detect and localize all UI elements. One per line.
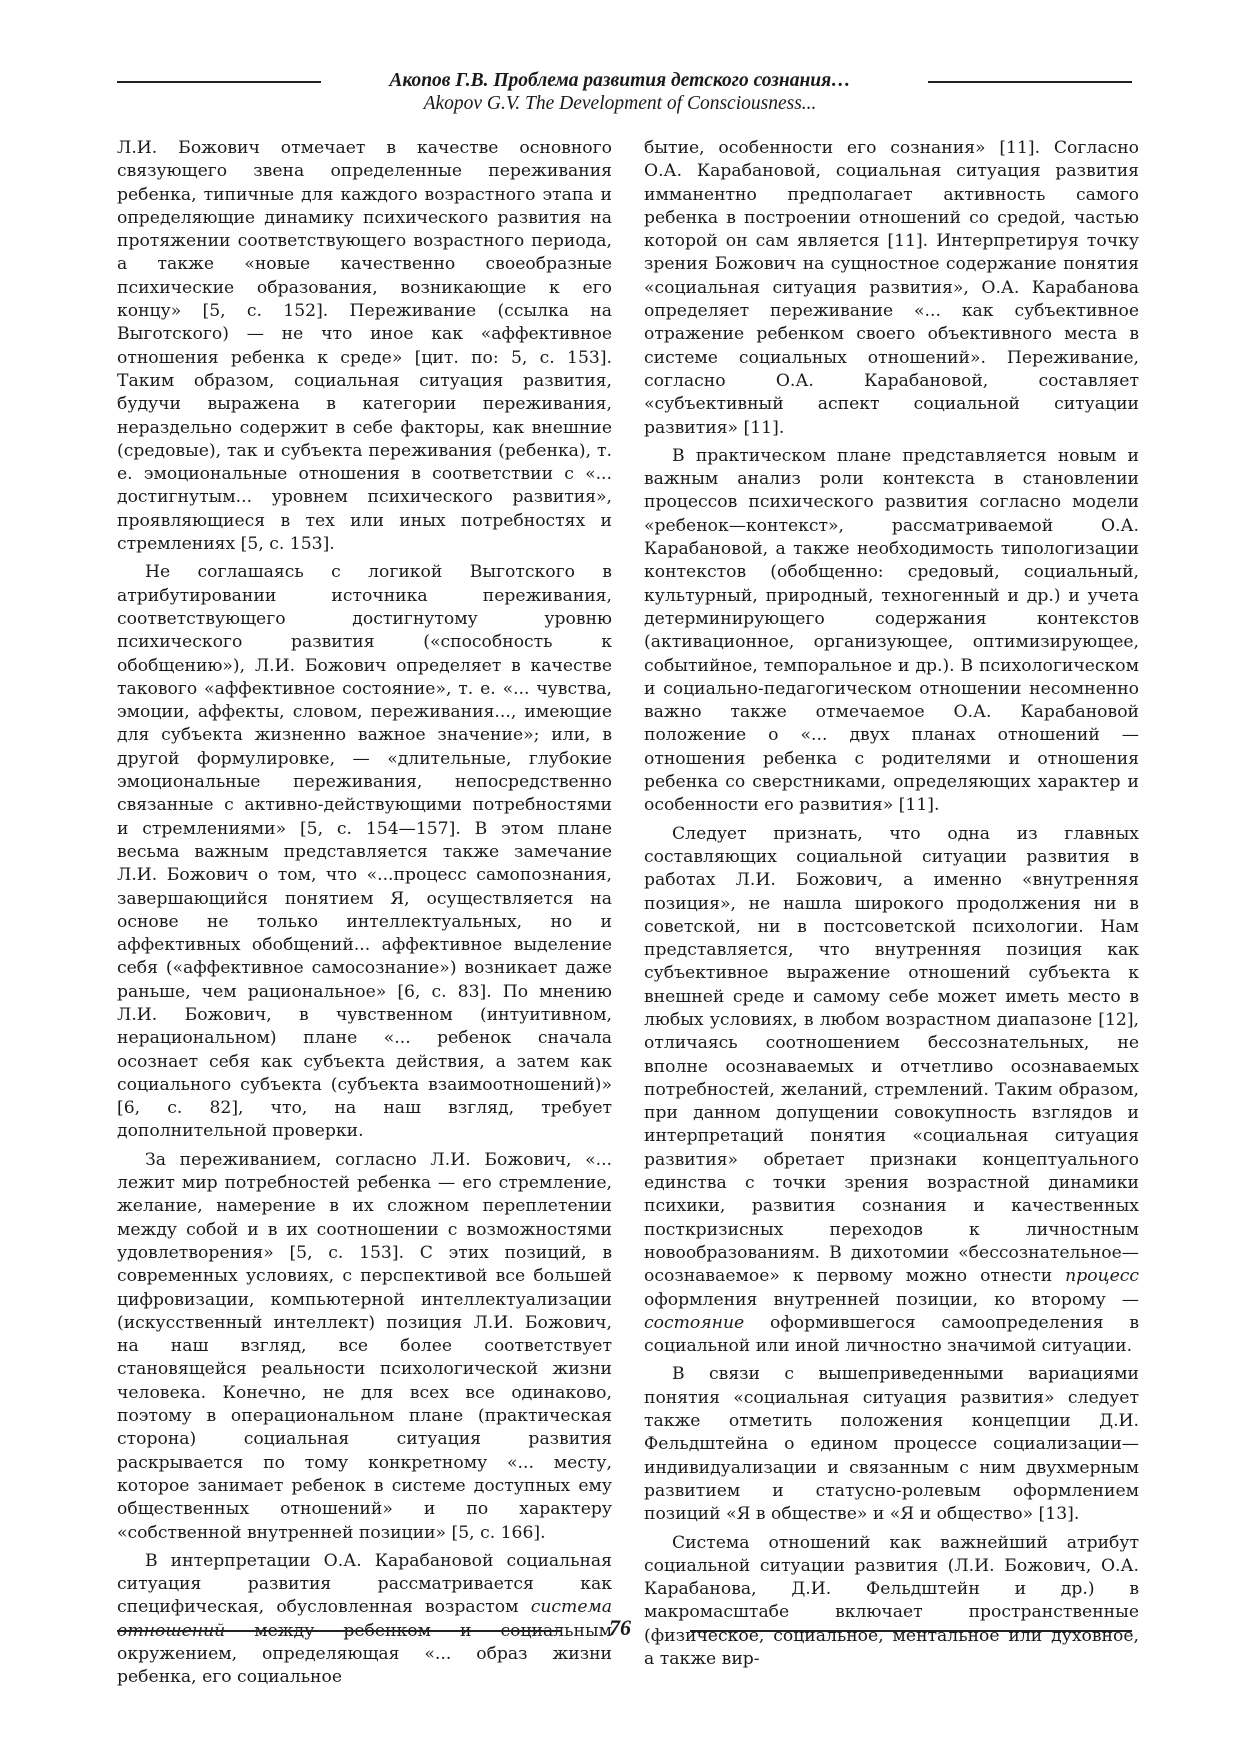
paragraph: За переживанием, согласно Л.И. Божович, «... лежит мир потребностей ребенка — его стремление, желание, намерение в их сложном переплетении между собой и в их соотношении с возможностями удовлетворения» [5, с. 153]. С этих позиций, в современных условиях, с перспективой все большей цифровизации, компьютерной интеллектуализации (искусственный интеллект) позиция Л.И. Божович, на наш взгляд, все более соответствует становящейся реальности психологической жизни человека. Конечно, не для всех все одинаково, поэтому в операциональном плане (практическая сторона) социальная ситуация развития раскрывается по тому конкретному «... месту, которое занимает ребенок в системе доступных ему общественных отношений» и по характеру «собственной внутренней позиции» [5, с. 166]. — [117, 1149, 612, 1543]
paragraph: бытие, особенности его сознания» [11]. Согласно О.А. Карабановой, социальная ситуация развития имманентно предполагает активность самого ребенка в построении отношений со средой, частью которой он сам является [11]. Интерпретируя точку зрения Божович на сущностное содержание понятия «социальная ситуация развития», О.А. Карабанова определяет переживание «... как субъективное отражение ребенком своего объективного места в системе социальных отношений». Переживание, согласно О.А. Карабановой, составляет «субъективный аспект социальной ситуации развития» [11]. — [644, 138, 1139, 438]
paragraph — [644, 823, 1139, 1359]
paragraph-text: оформившегося самоопределения в социальной или иной личностно значимой ситуации. — [644, 1312, 1139, 1357]
paragraph-text: оформления внутренней позиции, ко второму — — [644, 1289, 1139, 1310]
paragraph: В связи с вышеприведенными вариациями понятия «социальная ситуация развития» следует также отметить положения концепции Д.И. Фельдштейна о едином процессе социализации—индивидуализации и связанным с ним двухмерным развитием и статусно-ролевым оформлением позиций «Я в обществе» и «Я и общество» [13]. — [644, 1364, 1139, 1525]
paragraph-text: Следует признать, что одна из главных составляющих социальной ситуации развития в работах Л.И. Божович, а именно «внутренняя позиция», не нашла широкого продолжения ни в советской, ни в постсоветской психологии. Нам представляется, что внутренняя позиция как субъективное выражение отношений субъекта к внешней среде и самому себе может иметь место в любых условиях, в любом возрастном диапазоне [12], отличаясь соотношением бессознательных, не вполне осознаваемых и отчетливо осознаваемых потребностей, желаний, стремлений. Таким образом, при данном допущении совокупность взглядов и интерпретаций понятия «социальная ситуация развития» обретает признаки концептуального единства с точки зрения возрастной динамики психики, развития сознания и качественных посткризисных переходов к личностным новообразованиям. В дихотомии «бессознательное—осознаваемое» к первому можно отнести — [644, 823, 1139, 1287]
emphasized-term: система отношений — [117, 1597, 612, 1641]
emphasized-term: состояние — [644, 1312, 745, 1333]
page-number: 76 — [609, 1615, 631, 1640]
right-text-column — [644, 137, 1139, 1671]
paragraph: Л.И. Божович отмечает в качестве основного связующего звена определенные переживания ребенка, типичные для каждого возрастного этапа и определяющие динамику психического развития на протяжении соответствующего возрастного периода, а также «новые качественно своеобразные психические образования, возникающие к его концу» [5, с. 152]. Переживание (ссылка на Выготского) — не что иное как «аффективное отношения ребенка к среде» [цит. по: 5, с. 153]. Таким образом, социальная ситуация развития, будучи выражена в категории переживания, нераздельно содержит в себе факторы, как внешние (средовые), так и субъекта переживания (ребенка), т. е. эмоциональные отношения в соответствии с «... достигнутым... уровнем психического развития», проявляющиеся в тех или иных потребностях и стремлениях [5, с. 153]. — [117, 138, 612, 555]
paragraph: В практическом плане представляется новым и важным анализ роли контекста в становлении процессов психического развития согласно модели «ребенок—контекст», рассматриваемой О.А. Карабановой, а также необходимость типологизации контекстов (обобщенно: средовый, социальный, культурный, природный, техногенный и др.) и учета детерминирующего содержания контекстов (активационное, организующее, оптимизирующее, событийное, темпоральное и др.). В психологическом и социально-педагогическом отношении несомненно важно также отмечаемое О.А. Карабановой положение о «... двух планах отношений — отношения ребенка с родителями и отношения ребенка со сверстниками, определяющих характер и особенности его развития» [11]. — [644, 445, 1139, 816]
running-header-english: Akopov G.V. The Development of Consciousness... — [423, 93, 817, 114]
paragraph-text: В интерпретации О.А. Карабановой социальная ситуация развития рассматривается как специфическая, обусловленная возрастом — [117, 1550, 612, 1618]
emphasized-term: процесс — [1065, 1266, 1139, 1287]
left-text-column — [117, 137, 612, 1690]
paragraph: Не соглашаясь с логикой Выготского в атрибутировании источника переживания, соответствующего достигнутому уровню психического развития («способность к обобщению»), Л.И. Божович определяет в качестве такового «аффективное состояние», т. е. «... чувства, эмоции, аффекты, словом, переживания..., имеющие для субъекта жизненно важное значение»; или, в другой формулировке, — «длительные, глубокие эмоциональные переживания, непосредственно связанные с активно-действующими потребностями и стремлениями» [5, с. 154—157]. В этом плане весьма важным представляется также замечание Л.И. Божович о том, что «...процесс самопознания, завершающийся понятием Я, осуществляется на основе не только интеллектуальных, но и аффективных обобщений... аффективное выделение себя («аффективное самосознание») возникает даже раньше, чем рациональное» [6, с. 83]. По мнению Л.И. Божович, в чувственном (интуитивном, нерациональном) плане «... ребенок сначала осознает себя как субъекта действия, а затем как социального субъекта (субъекта взаимоотношений)» [6, с. 82], что, на наш взгляд, требует дополнительной проверки. — [117, 562, 612, 1142]
paragraph-text: между ребенком и социальным окружением, определяющая «... образ жизни ребенка, его социальное — [117, 1620, 612, 1688]
paragraph: Система отношений как важнейший атрибут социальной ситуации развития (Л.И. Божович, О.А. Карабанова, Д.И. Фельдштейн и др.) в макромасштабе включает пространственные (физическое, социальное, ментальное или духовное, а также вир- — [644, 1532, 1139, 1669]
running-header-russian: Акопов Г.В. Проблема развития детского сознания… — [389, 70, 851, 91]
